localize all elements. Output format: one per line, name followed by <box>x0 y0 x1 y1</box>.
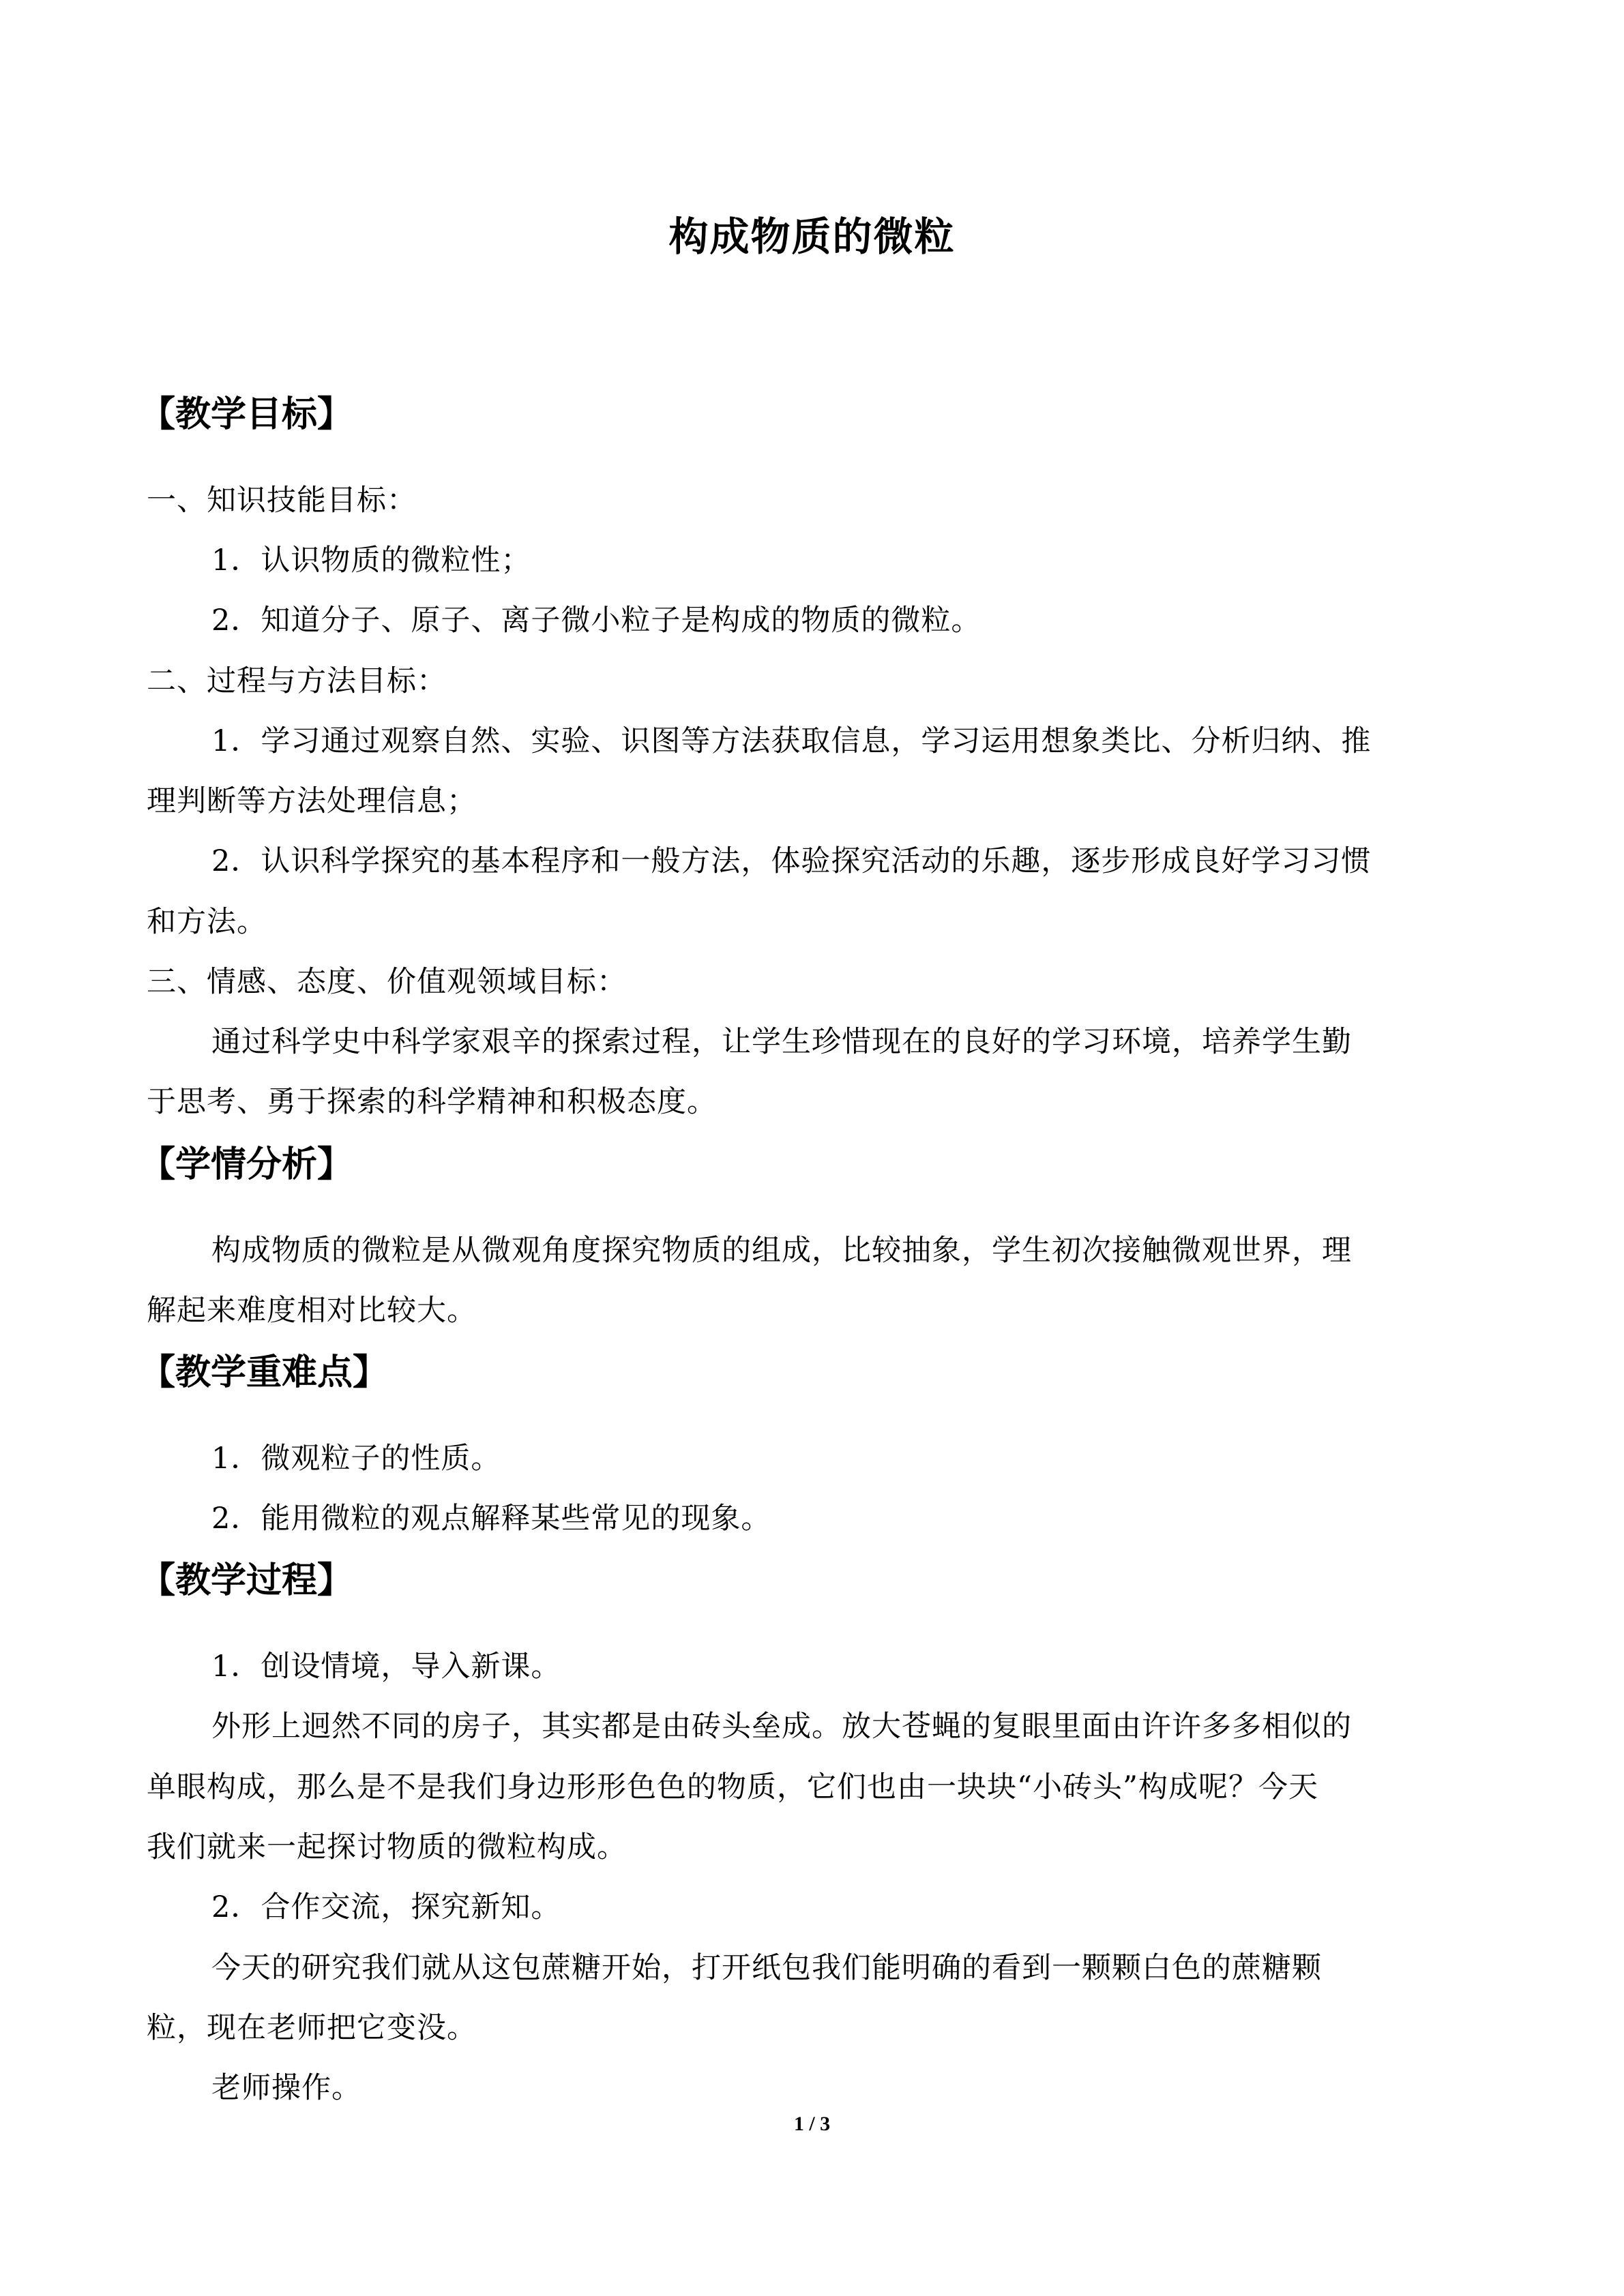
process-step-1: 1．创设情境，导入新课。 <box>211 1650 561 1684</box>
section-heading-process: 【教学过程】 <box>140 1560 353 1601</box>
objective-knowledge-item-2: 2．知道分子、原子、离子微小粒子是构成的物质的微粒。 <box>211 603 981 638</box>
objective-emotion-line-2: 于思考、勇于探索的科学精神和积极态度。 <box>147 1085 717 1119</box>
objective-emotion-label: 三、情感、态度、价值观领域目标： <box>147 965 627 999</box>
objective-emotion-line-1: 通过科学史中科学家艰辛的探索过程，让学生珍惜现在的良好的学习环境，培养学生勤 <box>211 1025 1352 1059</box>
objective-process-item-1-line-1: 1．学习通过观察自然、实验、识图等方法获取信息，学习运用想象类比、分析归纳、推 <box>211 724 1372 758</box>
analysis-line-1: 构成物质的微粒是从微观角度探究物质的组成，比较抽象，学生初次接触微观世界，理 <box>211 1234 1352 1268</box>
objective-knowledge-label: 一、知识技能目标： <box>147 483 417 518</box>
objective-knowledge-item-1: 1．认识物质的微粒性； <box>211 543 531 578</box>
objective-process-label: 二、过程与方法目标： <box>147 664 447 698</box>
document-title: 构成物质的微粒 <box>668 213 956 260</box>
process-paragraph-1-line-1: 外形上迥然不同的房子，其实都是由砖头垒成。放大苍蝇的复眼里面由许许多多相似的 <box>211 1710 1352 1744</box>
objective-process-item-2-line-1: 2．认识科学探究的基本程序和一般方法，体验探究活动的乐趣，逐步形成良好学习习惯 <box>211 844 1372 878</box>
process-paragraph-1-line-3: 我们就来一起探讨物质的微粒构成。 <box>147 1830 627 1864</box>
process-paragraph-2-line-2: 粒，现在老师把它变没。 <box>147 2011 477 2045</box>
section-heading-objectives: 【教学目标】 <box>140 394 353 435</box>
analysis-line-2: 解起来难度相对比较大。 <box>147 1294 477 1328</box>
process-paragraph-2-line-1: 今天的研究我们就从这包蔗糖开始，打开纸包我们能明确的看到一颗颗白色的蔗糖颗 <box>211 1951 1322 1985</box>
section-heading-key-points: 【教学重难点】 <box>140 1352 389 1393</box>
page-number: 1 / 3 <box>793 2113 831 2135</box>
key-point-item-2: 2．能用微粒的观点解释某些常见的现象。 <box>211 1502 771 1536</box>
objective-process-item-1-line-2: 理判断等方法处理信息； <box>147 784 477 818</box>
key-point-item-1: 1．微观粒子的性质。 <box>211 1442 501 1476</box>
process-paragraph-3: 老师操作。 <box>211 2071 361 2105</box>
process-step-2: 2．合作交流，探究新知。 <box>211 1890 561 1924</box>
section-heading-analysis: 【学情分析】 <box>140 1144 353 1185</box>
process-paragraph-1-line-2: 单眼构成，那么是不是我们身边形形色色的物质，它们也由一块块“小砖头”构成呢？今天 <box>147 1770 1318 1804</box>
objective-process-item-2-line-2: 和方法。 <box>147 905 267 939</box>
